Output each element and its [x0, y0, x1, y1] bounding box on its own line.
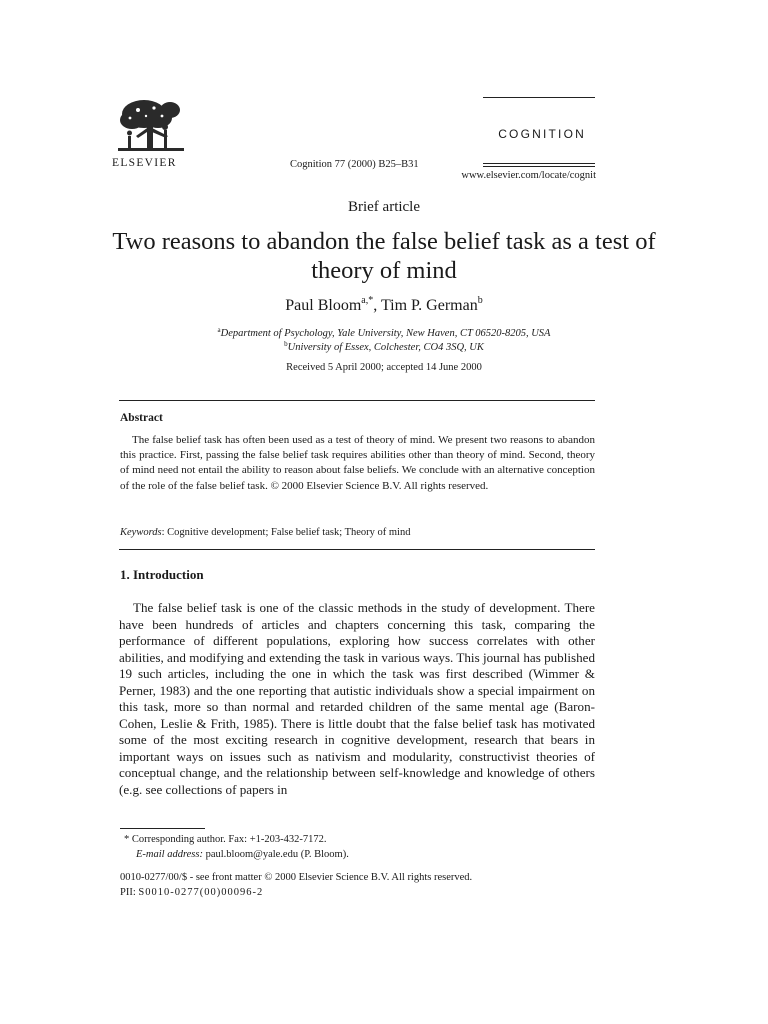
author-name: Tim P. German	[380, 297, 478, 314]
author-list: Paul Bloom$^{a,*}$, Tim P. German$^b$	[285, 295, 483, 314]
affiliation-a	[0, 326, 768, 339]
abstract-text: The false belief task has often been used as a test of theory of mind. We present two reasons to abandon this practice. First, passing the false belief task requires abilities other than theory of mind. Second, theory of mind need not entail the ability to reason about false beliefs. We conclude with an alternative conception of the role of the false belief task. © 2000 Elsevier Science B.V. All rights reserved.	[120, 434, 595, 492]
email-label: E-mail address:	[136, 849, 203, 860]
abstract-bottom-rule	[119, 549, 595, 550]
email-text: paul.bloom@yale.edu (P. Bloom).	[202, 849, 349, 860]
affiliation-mark: b	[284, 340, 288, 348]
header-double-rule-lower	[483, 166, 595, 167]
publisher-name: ELSEVIER	[112, 157, 177, 169]
pii-line	[120, 887, 263, 898]
journal-url-link[interactable]: www.elsevier.com/locate/cognit	[461, 170, 596, 181]
abstract-heading: Abstract	[120, 412, 163, 424]
abstract-top-rule	[119, 400, 595, 401]
article-type: Brief article	[347, 199, 421, 215]
author-name: Paul Bloom	[285, 297, 362, 314]
affiliation-mark: a	[217, 326, 221, 334]
introduction-paragraph: The false belief task is one of the classic methods in the study of development. There have been hundreds of articles and chapters concerning this task, comparing the performance of different populations, exploring how success correlates with other abilities, and modifying and extending the task in various ways. This journal has published 19 such articles, including the one in which the task was first described (Wimmer & Perner, 1983) and the one reporting that autistic individuals show a special impairment on this task, more so than normal and retarded children of the same mental age (Baron-Cohen, Leslie & Frith, 1985). There is little doubt that the false belief task has motivated some of the most exciting research in cognitive development, research that bears in important ways on issues such as nativism and modularity, constructivist theories of conceptual change, and the relationship between self-knowledge and knowledge of others (e.g. see collections of papers in	[119, 600, 595, 797]
received-dates: Received 5 April 2000; accepted 14 June 2000	[286, 362, 482, 373]
pii-number: S0010-0277(00)00096-2	[138, 887, 264, 898]
front-matter-line: 0010-0277/00/$ - see front matter © 2000 Elsevier Science B.V. All rights reserved.	[120, 872, 473, 883]
author-marks: b	[477, 295, 483, 306]
affiliation-text: University of Essex, Colchester, CO4 3SQ, UK	[287, 342, 484, 353]
keywords-text: : Cognitive development; False belief task; Theory of mind	[161, 527, 411, 538]
journal-reference: Cognition 77 (2000) B25–B31	[290, 159, 419, 170]
affiliation-b	[0, 340, 768, 353]
elsevier-tree-logo	[114, 96, 188, 158]
journal-name: COGNITION	[498, 127, 586, 141]
affiliation-text: Department of Psychology, Yale University, New Haven, CT 06520-8205, USA	[220, 328, 551, 339]
header-double-rule-upper	[483, 163, 595, 164]
keywords-label: Keywords	[120, 527, 162, 538]
footnote-email	[136, 849, 349, 860]
article-title: Two reasons to abandon the false belief task as a test of theory of mind	[112, 228, 656, 284]
footnote-corresponding-author: * Corresponding author. Fax: +1-203-432-7172.	[124, 834, 327, 845]
author-marks: a,*	[361, 295, 374, 306]
section-heading-introduction: 1. Introduction	[120, 567, 204, 582]
pii-label: PII:	[120, 887, 139, 898]
header-top-rule	[483, 97, 595, 98]
keywords-line	[120, 527, 410, 538]
footnote-rule	[120, 828, 205, 829]
